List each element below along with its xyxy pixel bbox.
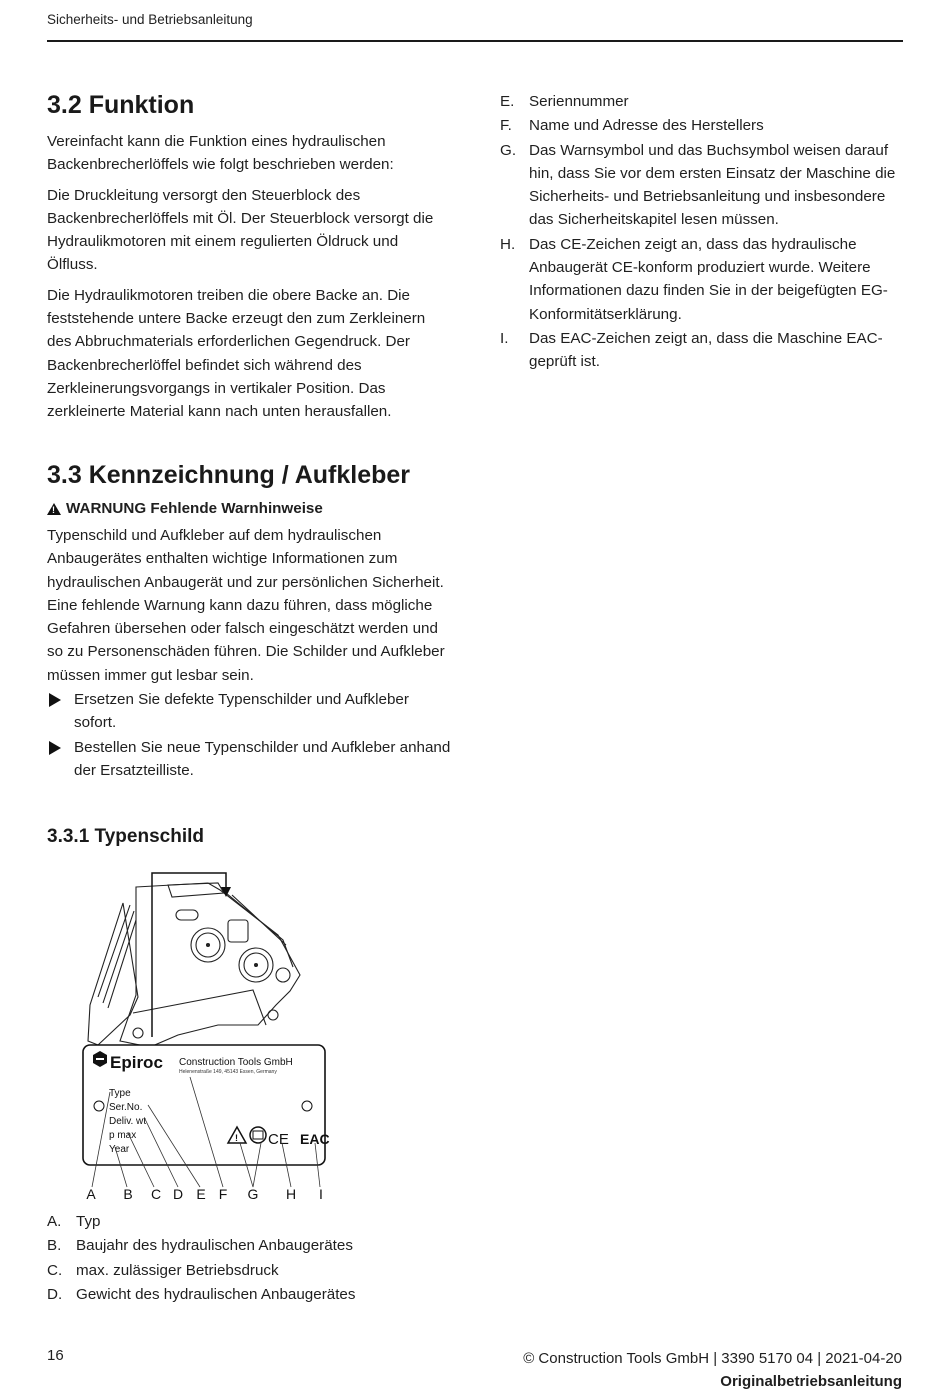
footer-info: [523, 1347, 902, 1393]
document-type: Originalbetriebsanleitung: [720, 1373, 902, 1390]
svg-text:C: C: [150, 1186, 162, 1202]
warning-triangle-icon: [47, 503, 61, 515]
svg-text:G: G: [247, 1186, 259, 1202]
paragraph: Die Hydraulikmotoren treiben die obere Backe an. Die feststehende untere Backe erzeugt den zum Zerkleinern des Abbruchmaterials erforderlichen Gegendruck. Der Backenbrecherlöffel befindet sich während des Zerkleinerungsvorgangs in vertikaler Position. Das zerkleinerte Material kann nach unten herausfallen.: [47, 286, 426, 421]
svg-text:Helenenstraße 149, 45143 Essen: Helenenstraße 149, 45143 Essen, Germany: [179, 1069, 277, 1075]
svg-text:F: F: [218, 1186, 228, 1202]
legend-item-c: C. max. zulässiger Betriebsdruck: [47, 1261, 279, 1279]
action-arrow-icon: [49, 741, 61, 755]
header-divider: [47, 40, 903, 42]
svg-text:Type: Type: [109, 1088, 131, 1099]
action-item: Bestellen Sie neue Typenschilder und Aufkleber anhand der Ersatzteilliste.: [47, 736, 452, 783]
page-number: 16: [47, 1347, 64, 1364]
svg-text:p max: p max: [109, 1130, 137, 1141]
eac-mark-icon: EAC: [300, 1131, 330, 1147]
svg-text:Epiroc: Epiroc: [110, 1053, 163, 1072]
section-heading-3-2: 3.2 Funktion: [47, 91, 195, 119]
svg-text:Ser.No.: Ser.No.: [109, 1102, 143, 1113]
legend-item-b: B. Baujahr des hydraulischen Anbaugerätes: [47, 1237, 353, 1255]
legend-list: [47, 1210, 467, 1307]
section-3-3: [47, 460, 452, 783]
legend-item-g: G. Das Warnsymbol und das Buchsymbol weisen darauf hin, dass Sie vor dem ersten Einsatz der Maschine die Sicherheits- und Betriebsanleitung und insbesondere das Sicherheitskapitel lesen müssen.: [500, 141, 896, 229]
legend-item-e: E. Seriennummer: [500, 93, 629, 110]
svg-text:D: D: [172, 1186, 184, 1202]
ce-mark-icon: CE: [268, 1131, 289, 1148]
paragraph: Die Druckleitung versorgt den Steuerblock des Backenbrecherlöffels mit Öl. Der Steuerblock versorgt die Hydraulikmotoren mit einem regulierten Öldruck und Ölfluss.: [47, 186, 434, 274]
section-heading-3-3-1: 3.3.1 Typenschild: [47, 826, 204, 847]
legend-continued: [500, 90, 910, 375]
action-item: Ersetzen Sie defekte Typenschilder und Aufkleber sofort.: [47, 688, 452, 735]
svg-text:Deliv. wt: Deliv. wt: [109, 1116, 147, 1127]
svg-text:Year: Year: [109, 1144, 130, 1155]
warning-heading: ! WARNUNG Fehlende Warnhinweise: [47, 500, 452, 517]
paragraph: Vereinfacht kann die Funktion eines hydraulischen Backenbrecherlöffels wie folgt beschrieben werden:: [47, 133, 394, 174]
section-3-2: [47, 90, 452, 431]
type-plate-figure: [78, 865, 338, 1205]
svg-text:A: A: [86, 1186, 96, 1202]
legend-item-i: I. Das EAC-Zeichen zeigt an, dass die Maschine EAC-geprüft ist.: [500, 329, 883, 371]
running-header: Sicherheits- und Betriebsanleitung: [47, 12, 253, 27]
section-heading-3-3: 3.3 Kennzeichnung / Aufkleber: [47, 461, 411, 489]
svg-text:!: !: [235, 1133, 238, 1143]
svg-text:E: E: [196, 1186, 206, 1202]
svg-text:I: I: [319, 1186, 323, 1202]
svg-text:H: H: [285, 1186, 297, 1202]
action-arrow-icon: [49, 693, 61, 707]
copyright-line: © Construction Tools GmbH | 3390 5170 04 | 2021-04-20: [523, 1350, 902, 1367]
svg-text:Construction Tools GmbH: Construction Tools GmbH: [179, 1057, 293, 1068]
legend-item-a: A. Typ: [47, 1213, 101, 1230]
legend-item-d: D. Gewicht des hydraulischen Anbaugerätes: [47, 1285, 356, 1303]
section-3-3-1: [47, 826, 204, 848]
legend-item-f: F. Name und Adresse des Herstellers: [500, 117, 764, 135]
warning-text: Typenschild und Aufkleber auf dem hydraulischen Anbaugerätes enthalten wichtige Informationen zum hydraulischen Anbaugerät und zur persönlichen Sicherheit. Eine fehlende Warnung kann dazu führen, dass mögliche Gefahren übersehen oder falsch eingeschätzt werden und so zu Personenschäden führen. Die Schilder und Aufkleber müssen immer gut lesbar sein.: [47, 527, 445, 684]
svg-text:B: B: [123, 1186, 133, 1202]
crusher-bucket-illustration: [78, 865, 338, 1205]
legend-item-h: H. Das CE-Zeichen zeigt an, dass das hydraulische Anbaugerät CE-konform produziert wurde. Weitere Informationen dazu finden Sie in der beigefügten EG-Konformitätserklärung.: [500, 235, 888, 323]
